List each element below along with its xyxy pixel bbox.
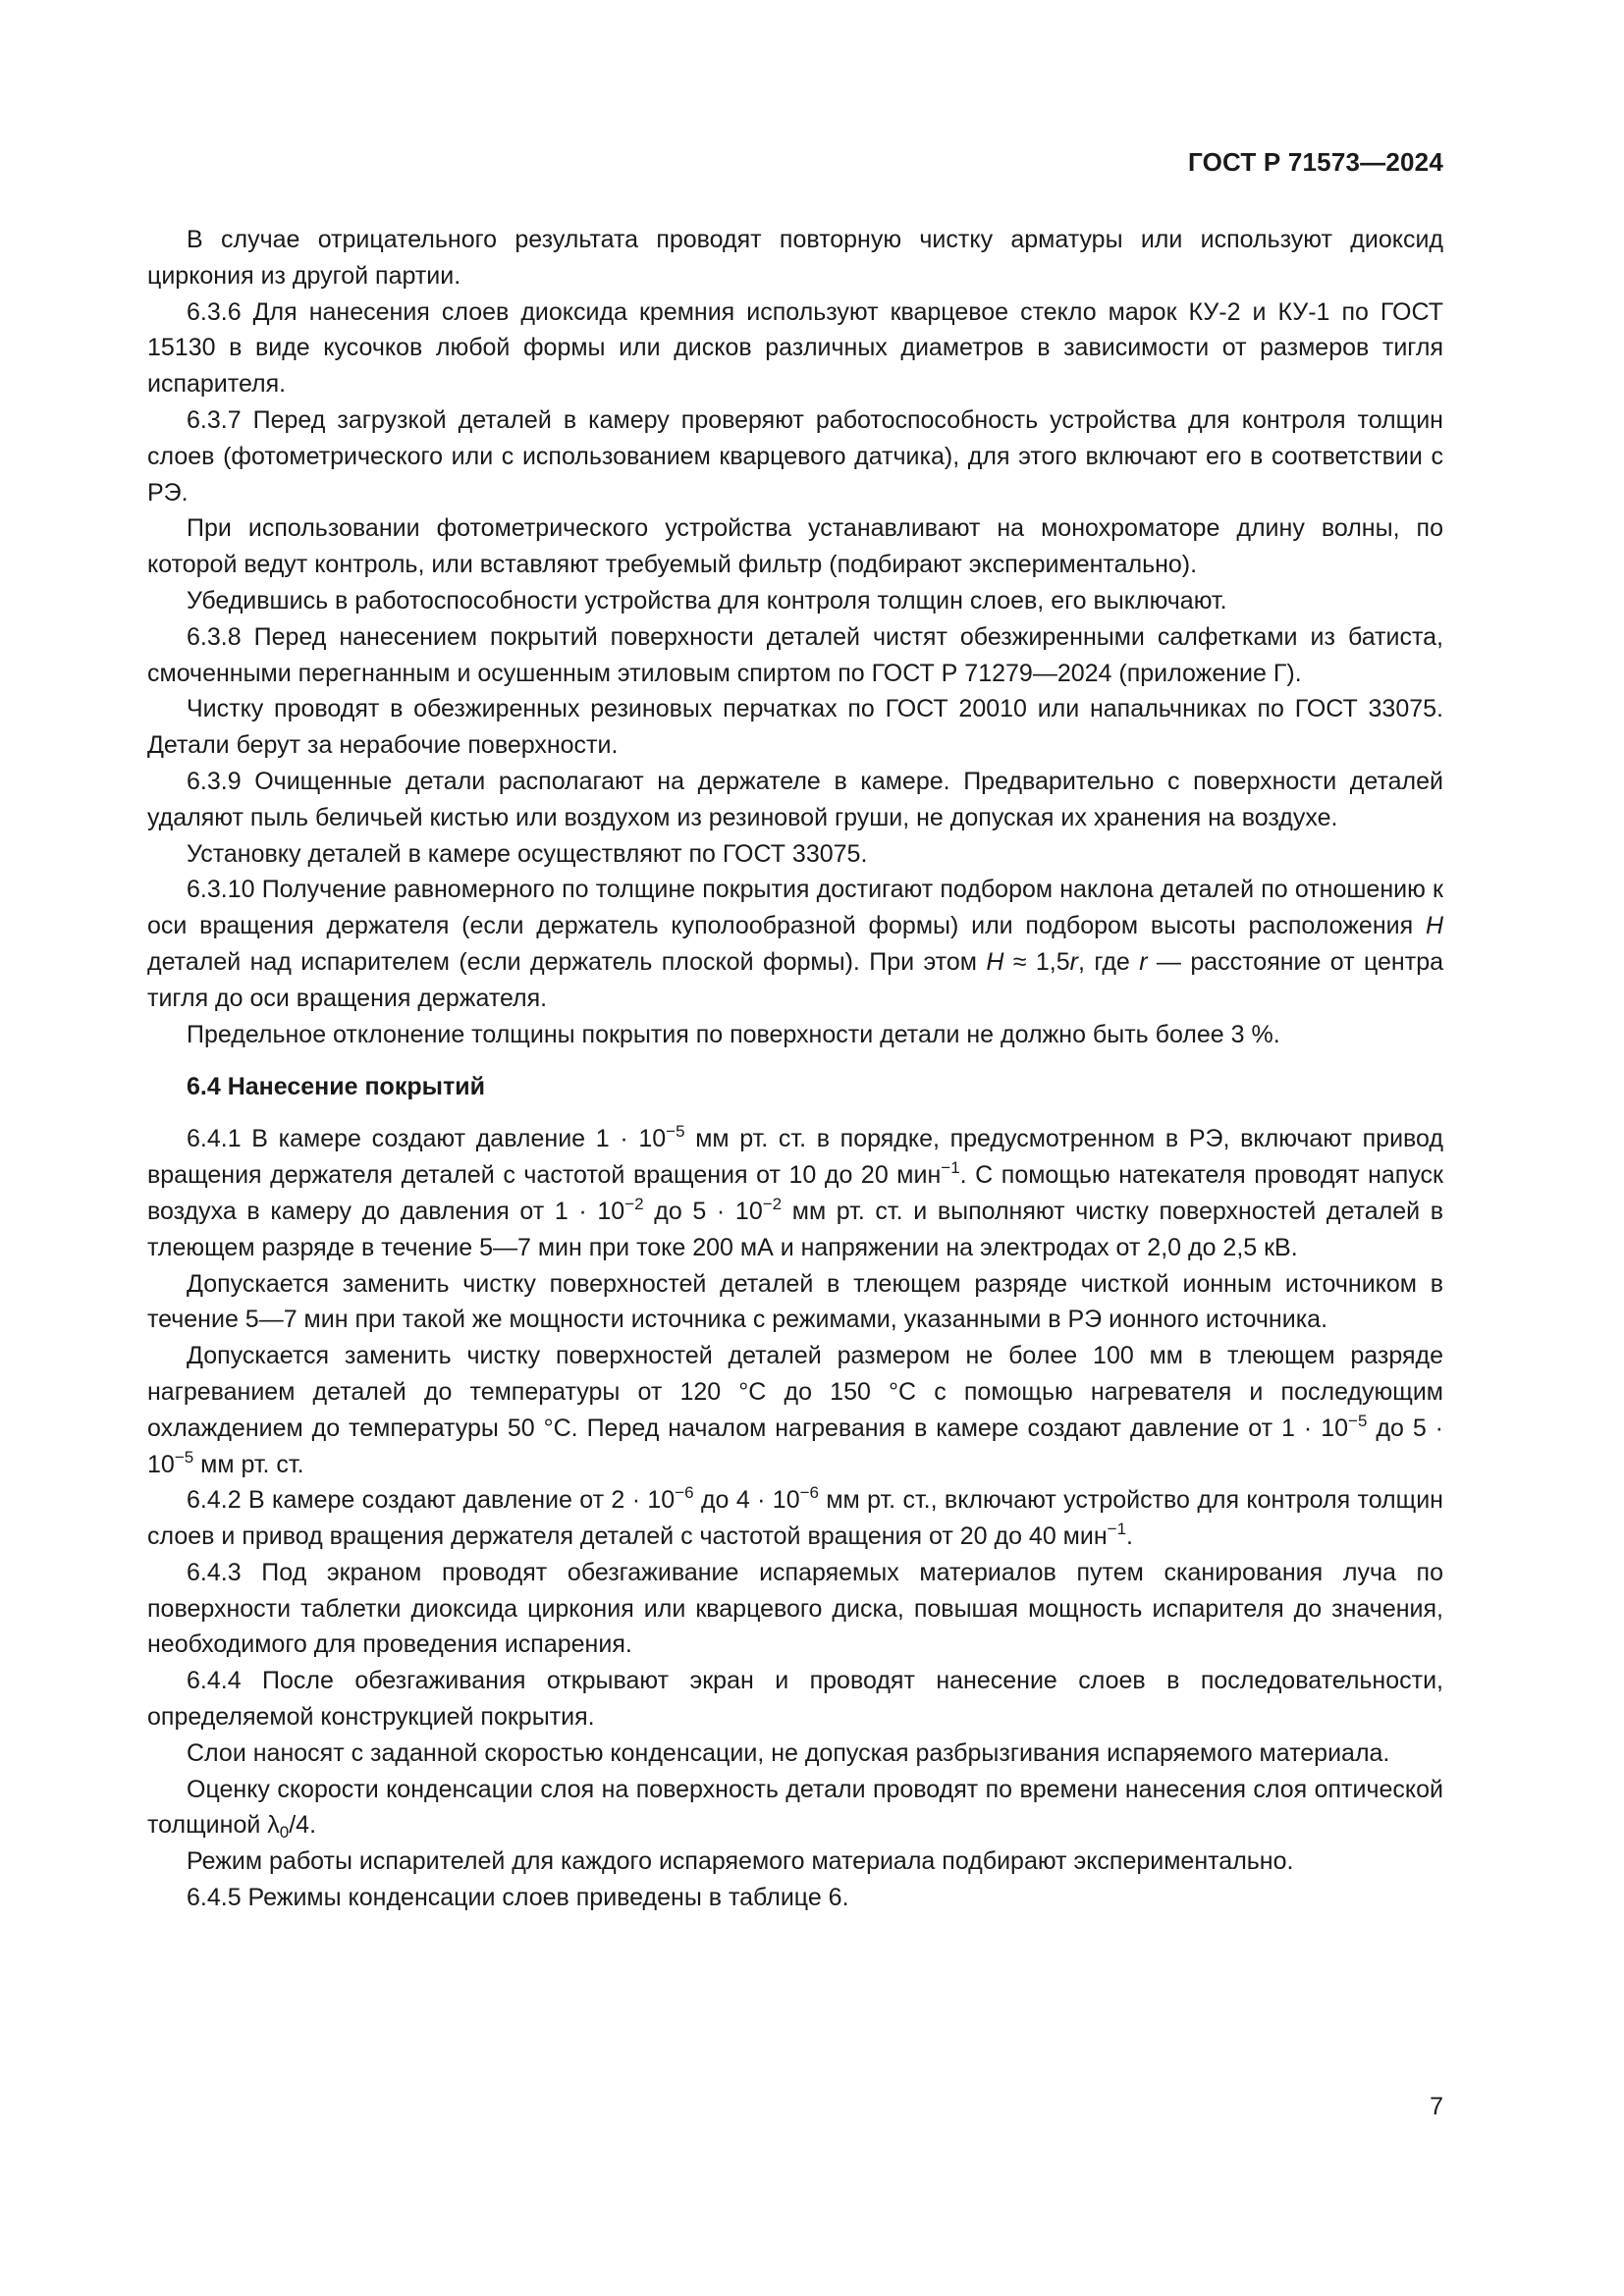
paragraph: 6.4.5 Режимы конденсации слоев приведены в таблице 6. (187, 1884, 849, 1912)
document-code-header: ГОСТ Р 71573—2024 (1188, 147, 1443, 177)
paragraph: Чистку проводят в обезжиренных резиновых перчатках по ГОСТ 20010 или напальчниках по ГОСТ 33075. Детали берут за нерабочие поверхности. (147, 695, 1443, 760)
text-run: . (1126, 1522, 1133, 1551)
text-run: ≈ 1,5 (1003, 947, 1070, 976)
variable-h: H (1425, 912, 1443, 940)
paragraph: 6.4.3 Под экраном проводят обезгаживание испаряемых материалов путем сканирования луча по поверхности таблетки диоксида циркония или кварцевого диска, повышая мощность испарителя до значения, необходимого для проведения испарения. (147, 1558, 1443, 1659)
text-run: мм рт. ст. и выполняют чистку поверхностей деталей в тлеющем разряде в течение 5—7 мин при токе 200 мА и напряжении на электродах от 2,0 до 2,5 кВ. (147, 1197, 1443, 1261)
paragraph: 6.3.7 Перед загрузкой деталей в камеру проверяют работоспособность устройства для контроля толщин слоев (фотометрического или с использованием кварцевого датчика), для этого включают его в соответствии с РЭ. (147, 405, 1443, 507)
text-run: мм рт. ст. (193, 1450, 304, 1478)
variable-h: H (986, 947, 1004, 976)
text-run: деталей над испарителем (если держатель плоской формы). При этом (147, 947, 987, 976)
variable-r: r (1139, 947, 1148, 976)
paragraph: Установку деталей в камере осуществляют по ГОСТ 33075. (187, 839, 868, 868)
variable-r: r (1069, 947, 1078, 976)
paragraph: Предельное отклонение толщины покрытия по поверхности детали не должно быть более 3 %. (187, 1020, 1280, 1048)
exponent: −2 (624, 1194, 644, 1213)
paragraph: Допускается заменить чистку поверхностей деталей в тлеющем разряде чисткой ионным источником в течение 5—7 мин при такой же мощности источника с режимами, указанными в РЭ ионного источника. (147, 1269, 1443, 1334)
section-heading: 6.4 Нанесение покрытий (187, 1073, 485, 1101)
exponent: −5 (1348, 1411, 1368, 1430)
paragraph: Режим работы испарителей для каждого испаряемого материала подбирают экспериментально. (187, 1847, 1294, 1876)
exponent: −6 (799, 1483, 819, 1503)
paragraph: При использовании фотометрического устройства устанавливают на монохроматоре длину волны, по которой ведут контроль, или вставляют требуемый фильтр (подбирают экспериментально). (147, 514, 1443, 579)
paragraph: Убедившись в работоспособности устройства для контроля толщин слоев, его выключают. (187, 586, 1227, 614)
text-run: 6.3.10 Получение равномерного по толщине покрытия достигают подбором наклона деталей по отношению к оси вращения держателя (если держатель куполообразной формы) или подбором высоты расположения (147, 876, 1443, 940)
paragraph: 6.3.8 Перед нанесением покрытий поверхности деталей чистят обезжиренными салфетками из батиста, смоченными перегнанным и осушенным этиловым спиртом по ГОСТ Р 71279—2024 (приложение Г). (147, 622, 1443, 687)
text-run: до 5 · 10 (643, 1197, 763, 1225)
text-run: 6.4.2 В камере создают давление от 2 · 10 (187, 1486, 676, 1515)
text-run: мм рт. ст., включают устройство для контроля толщин слоев и привод вращения держателя деталей с частотой вращения от 20 до 40 мин (147, 1486, 1443, 1551)
exponent: −1 (941, 1158, 960, 1178)
paragraph: Слои наносят с заданной скоростью конденсации, не допуская разбрызгивания испаряемого материала. (187, 1738, 1390, 1767)
text-run: , где (1077, 947, 1140, 976)
text-run: 6.4.1 В камере создают давление 1 · 10 (187, 1125, 667, 1153)
exponent: −1 (1107, 1520, 1127, 1539)
subscript: 0 (279, 1823, 290, 1842)
paragraph (147, 1121, 1443, 1265)
document-body (147, 222, 1443, 1916)
text-run: мм рт. ст. в порядке, предусмотренном в РЭ, включают привод вращения держателя деталей с частотой вращения от 10 до 20 мин (147, 1125, 1443, 1190)
paragraph: В случае отрицательного результата проводят повторную чистку арматуры или используют диоксид циркония из другой партии. (147, 226, 1443, 290)
text-run: Допускается заменить чистку поверхностей деталей размером не более 100 мм в тлеющем разряде нагреванием деталей до температуры от 120 °С до 150 °С с помощью нагревателя и последующим охлаждением до температуры 50 °С. Перед началом нагревания в камере создают давление от 1 · 10 (147, 1342, 1443, 1442)
text-run: /4. (289, 1811, 317, 1840)
paragraph: 6.3.6 Для нанесения слоев диоксида кремния используют кварцевое стекло марок КУ-2 и КУ-1 по ГОСТ 15130 в виде кусочков любой формы или дисков различных диаметров в зависимости от размеров тигля испарителя. (147, 297, 1443, 399)
exponent: −5 (174, 1447, 194, 1467)
paragraph (147, 1338, 1443, 1482)
text-run: до 4 · 10 (693, 1486, 800, 1515)
paragraph: 6.4.4 После обезгаживания открывают экран и проводят нанесение слоев в последовательности, определяемой конструкцией покрытия. (147, 1667, 1443, 1732)
paragraph (147, 872, 1443, 1016)
text-run: — расстояние от центра тигля до оси вращения держателя. (147, 947, 1444, 1012)
exponent: −2 (762, 1194, 783, 1213)
text-run: . С помощью натекателя проводят напуск воздуха в камеру до давления от 1 · 10 (147, 1161, 1443, 1225)
text-run: Оценку скорости конденсации слоя на поверхность детали проводят по времени нанесения слоя оптической толщиной λ (147, 1775, 1443, 1840)
paragraph: 6.3.9 Очищенные детали располагают на держателе в камере. Предварительно с поверхности деталей удаляют пыль беличьей кистью или воздухом из резиновой груши, не допуская их хранения на воздухе. (147, 767, 1443, 831)
exponent: −5 (666, 1122, 685, 1142)
paragraph (147, 1482, 1443, 1555)
paragraph (147, 1772, 1443, 1844)
text-run: до 5 · 10 (147, 1414, 1444, 1478)
exponent: −6 (675, 1483, 694, 1503)
page-number: 7 (1430, 2093, 1443, 2120)
